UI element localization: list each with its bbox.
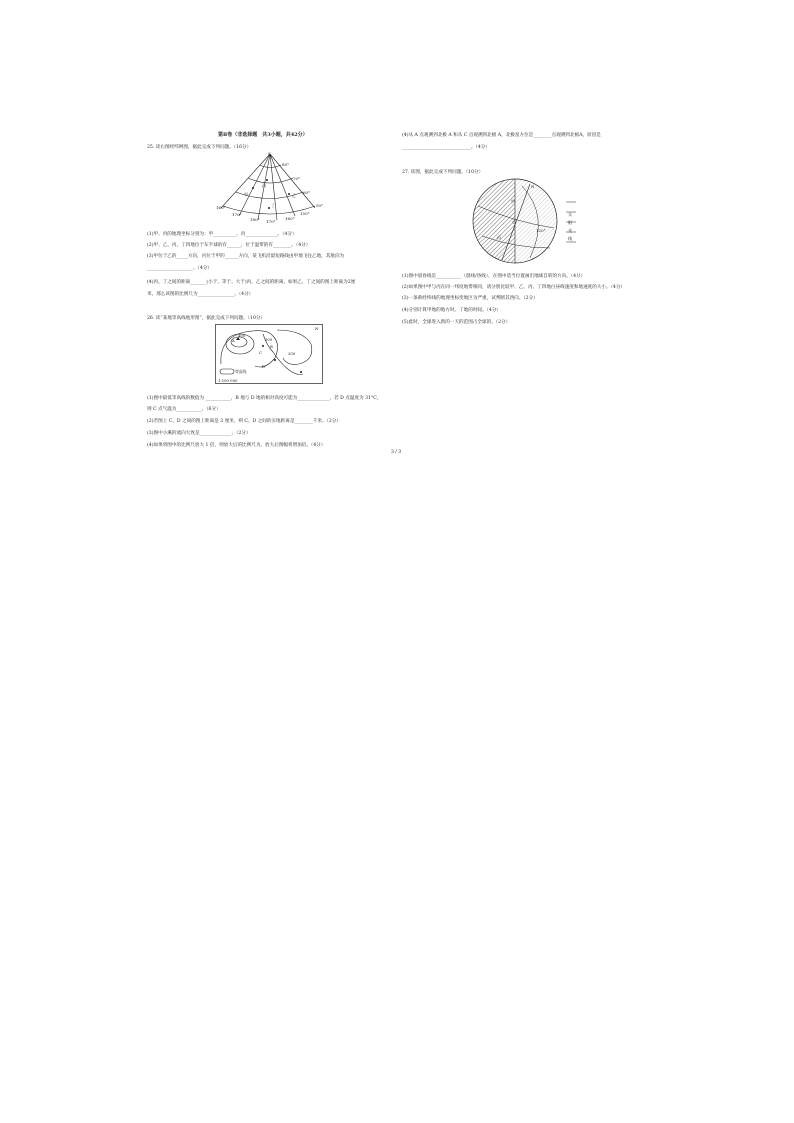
q27-point-label: 甲 [511, 199, 515, 204]
q26-point-label: B [270, 344, 273, 349]
q26-part1: (1)图中最低等高线的数值为 ___________，B 地与 D 地的相对高度可能为______________，若 D 点温度为 31°C， [147, 396, 382, 401]
page-number: 3 / 3 [391, 450, 402, 455]
q27-part1: (1)图中晨昏线是___________（晨线/昏线），在图中适当位置画出地球自转的方向。（4分） [402, 274, 586, 279]
q27-sunlight-label: 线 [568, 236, 573, 241]
q25-lon-label: 180° [250, 217, 260, 222]
q25-point-label: 甲 [244, 192, 248, 197]
q25-part4-cont: 米，那么该图的比例尺为________________。（4分） [147, 292, 254, 297]
q25-lon-label: 160° [285, 216, 295, 221]
q27-sunlight-label: 光 [568, 228, 573, 233]
q27-angle-label: 120° [536, 228, 546, 233]
q25-lon-label: 150° [300, 211, 310, 216]
q25-point-label: 乙 [292, 193, 296, 198]
q26-part2: (2)若图上 C、D 之间的图上距离是 3 厘米，则 C、D 之间的实地距离是________千米。（2分） [147, 419, 341, 424]
q25-part4: (4)丙、丁之间的距离_______(小于、等于、大于)丙、乙之间的距离，如果乙、丁之间的图上距离为2厘 [147, 280, 356, 285]
q25-lon-label: 170° [232, 212, 242, 217]
q27-pole-label: N [531, 184, 535, 189]
q25-part3-cont: ____________________。（4分） [147, 266, 212, 271]
q25-point-label: 丁 [271, 203, 275, 208]
q25-part1: (1)甲、丙的地理坐标分别为：甲__________，丙______________。（4分） [147, 232, 297, 237]
q26-contour-label: 300 [265, 337, 273, 342]
q25-lon-label: 170° [266, 219, 276, 224]
q27-sunlight-label: 阳 [568, 220, 573, 225]
q26-part4: (4)如果将图中的比例尺放大 1 倍，则放大后的比例尺为，放大后图幅将增加倍。（4分） [147, 443, 326, 448]
q27-part2: (2)如果图中甲与丙在同一纬度地带相同，请分别比较甲、乙、丙、丁四地白昼线速度和地速度的大小。（4分） [402, 285, 626, 290]
q27-point-label: 乙 [512, 219, 516, 224]
q25-lat-label: 50° [316, 203, 324, 208]
q27-intro: 27. 读图，据此完成下列问题。（10分） [402, 170, 484, 175]
q26-point-label: C [259, 350, 262, 355]
q25-lat-label: 60° [303, 190, 311, 195]
q27-sunlight-label: 太 [568, 212, 573, 217]
section-title: 第Ⅱ卷（非选择题 共3小题，共42分） [218, 132, 308, 138]
q26-contour-map-figure [215, 324, 323, 384]
q27-part3: (3)一条新经纬线的地理坐标变地区为严重，试判断其西向。（2分） [402, 296, 538, 301]
q26-scale-label: 1:100 000 [218, 378, 238, 383]
q25-lon-label: 160° [216, 205, 226, 210]
q25-part2: (2)甲、乙、丙、丁四地位于东半球的有______，位于温带的有________。（4分） [147, 243, 311, 248]
q25-lat-label: 70° [293, 176, 301, 181]
q25-pole-label: S [268, 151, 271, 156]
q27-part4: (4)分别计算甲地的地方时。丁地的时间。（4分） [402, 308, 502, 313]
q26-point-label: D [262, 364, 266, 369]
q25-intro: 25. 读右图经纬网图，据此完成下列问题。（16分） [147, 145, 252, 150]
q25-part3: (3)甲位于乙的_____方向，丙位于甲的______方向，某飞机沿最短路线由甲地飞往乙地，其航向为 [147, 254, 345, 259]
q26-part1-cont: 则 C 点气温为___________。（6分） [147, 407, 221, 412]
q26-north-arrow: N [315, 326, 319, 331]
q25-part4-continued-b: ______________________________。（4分） [402, 145, 490, 150]
q26-contour-label: 200 [288, 351, 296, 356]
q25-part4-continued: (4)从 A 点观测到北极 A 和从 C 点观测到北极 A，北极星方位是________点观测到北极A，原因是 [402, 133, 601, 138]
q25-point-label: 丙 [262, 183, 266, 188]
q27-point-label: 丙 [497, 235, 501, 240]
q26-point-label: A [232, 338, 235, 343]
q25-lat-label: 80° [282, 162, 290, 167]
q26-legend-label: 等高线 [235, 369, 247, 374]
q27-globe-figure [470, 176, 580, 266]
q27-part5: (5)此时，全球进入新的一天的范围占全球的。（2分） [402, 320, 511, 325]
q26-contour-label: 400 [238, 333, 246, 338]
q26-intro: 26. 读“某地等高线地形图”，据此完成下列问题。（10分） [147, 316, 266, 321]
q26-part3: (3)图中小溪的流向大致是______________。（2分） [147, 431, 251, 436]
